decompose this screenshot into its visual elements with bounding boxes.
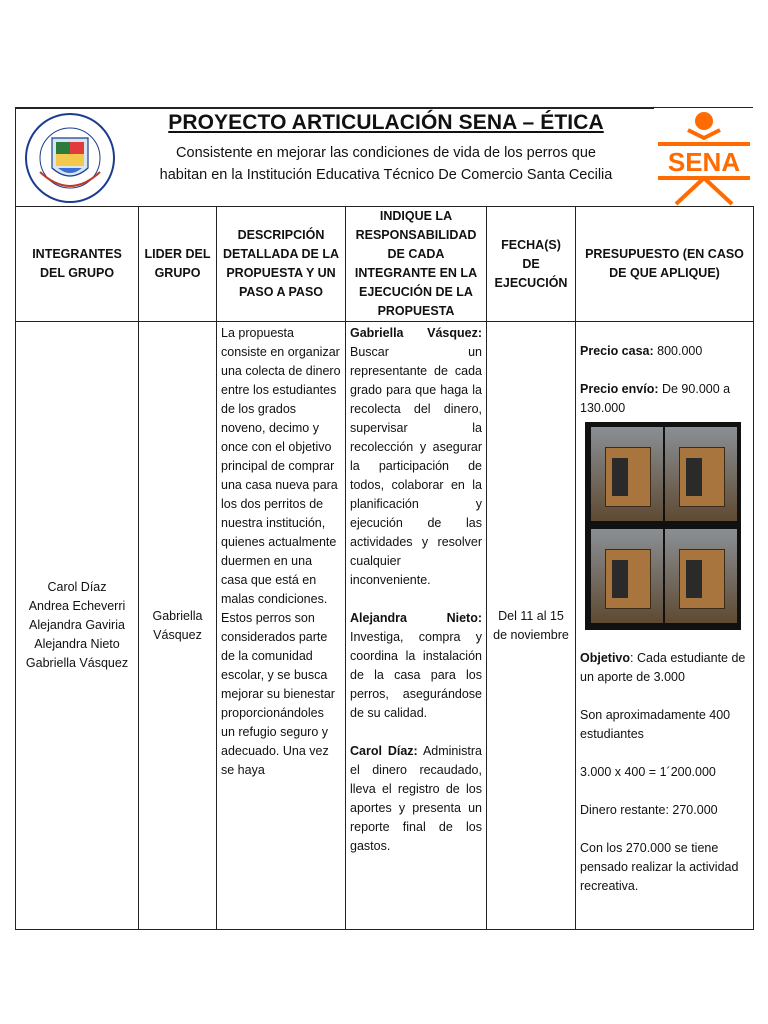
column-header: FECHA(S) DE EJECUCIÓN: [487, 207, 576, 322]
budget-label: Precio envío:: [580, 382, 659, 396]
responsibility-name: Gabriella Vásquez:: [350, 326, 482, 340]
responsibility-item: [350, 609, 482, 723]
member-name: Carol Díaz: [47, 580, 107, 594]
member-name: Alejandra Nieto: [34, 637, 120, 651]
budget-item: Dinero restante: 270.000: [580, 803, 718, 817]
budget-item: [580, 342, 749, 361]
responsibility-item: [350, 742, 482, 856]
description-cell: La propuesta consiste en organizar una colecta de dinero entre los estudiantes de los grados noveno, decimo y once con el objetivo principal de comprar una casa nueva para los dos perritos de nuestra institución, quienes actualmente duermen en una casa que está en malas condiciones. Estos perros son considerados parte de la comunidad escolar, y se busca mejorar su bienestar proporcionándoles un refugio seguro y adecuado. Una vez se haya: [217, 322, 346, 930]
document: [15, 107, 753, 930]
budget-value: 800.000: [657, 344, 703, 358]
sena-logo-text: SENA: [667, 147, 741, 178]
page-title: PROYECTO ARTICULACIÓN SENA – ÉTICA: [168, 111, 604, 134]
column-header: PRESUPUESTO (EN CASO DE QUE APLIQUE): [576, 207, 754, 322]
members-cell: [16, 322, 139, 930]
column-header: DESCRIPCIÓN DETALLADA DE LA PROPUESTA Y UN PASO A PASO: [217, 207, 346, 322]
budget-item: 3.000 x 400 = 1´200.000: [580, 765, 716, 779]
page-subtitle: [116, 142, 656, 186]
responsibility-text: Buscar un representante de cada grado para que haga la recolecta del dinero, supervisar la recolección y asegurar la participación de todos, colaborar en la planificación y ejecución de las actividades y resolver cualquier inconveniente.: [350, 345, 482, 587]
project-table: [15, 206, 754, 930]
responsibility-name: Alejandra Nieto:: [350, 611, 482, 625]
responsibility-item: [350, 324, 482, 590]
responsibility-text: Investiga, compra y coordina la instalación de la casa para los perros, asegurándose de su calidad.: [350, 630, 482, 720]
subtitle-line: habitan en la Institución Educativa Técnico De Comercio Santa Cecilia: [159, 167, 613, 183]
member-name: Andrea Echeverri: [28, 599, 126, 613]
responsibility-name: Carol Díaz:: [350, 744, 418, 758]
budget-cell: [576, 322, 754, 930]
budget-label: Objetivo: [580, 651, 631, 665]
responsibilities-cell: [346, 322, 487, 930]
school-crest-icon: [24, 112, 116, 204]
column-header: LIDER DEL GRUPO: [139, 207, 217, 322]
budget-item: Son aproximadamente 400 estudiantes: [580, 708, 731, 741]
column-header: INTEGRANTES DEL GRUPO: [16, 207, 139, 322]
budget-label: Precio casa:: [580, 344, 654, 358]
table-row: [16, 322, 754, 930]
member-name: Alejandra Gaviria: [29, 618, 125, 632]
leader-cell: Gabriella Vásquez: [139, 322, 217, 930]
responsibility-text: Administra el dinero recaudado, lleva el registro de los aportes y presenta un reporte final de los gastos.: [350, 744, 482, 853]
column-header: INDIQUE LA RESPONSABILIDAD DE CADA INTEGRANTE EN LA EJECUCIÓN DE LA PROPUESTA: [346, 207, 487, 322]
budget-item: [580, 649, 749, 687]
budget-item: Con los 270.000 se tiene pensado realizar la actividad recreativa.: [580, 841, 739, 893]
document-header: [15, 107, 753, 206]
budget-item: [580, 380, 749, 418]
sena-logo-icon: [654, 108, 754, 206]
member-name: Gabriella Vásquez: [25, 656, 129, 670]
table-header-row: [16, 207, 754, 322]
dates-cell: Del 11 al 15 de noviembre: [487, 322, 576, 930]
subtitle-line: Consistente en mejorar las condiciones de vida de los perros que: [176, 145, 596, 161]
budget-value: De 90.000 a 130.000: [580, 382, 731, 415]
dog-house-photos: [585, 422, 741, 630]
budget-value: : Cada estudiante de un aporte de 3.000: [580, 651, 746, 684]
